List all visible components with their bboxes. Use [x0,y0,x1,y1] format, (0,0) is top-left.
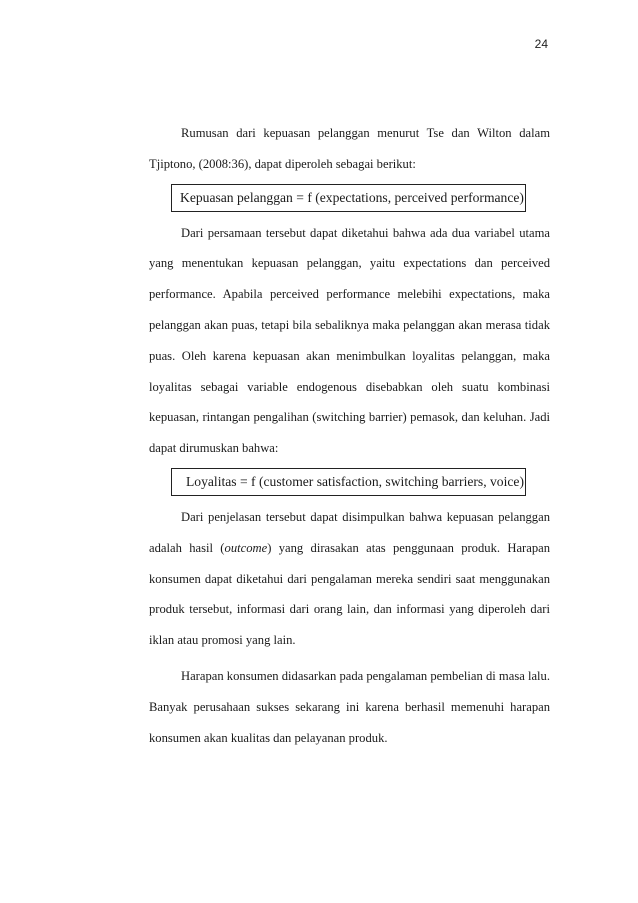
satisfaction-formula-box: Kepuasan pelanggan = f (expectations, perceived performance) [171,184,526,212]
paragraph-expectations: Harapan konsumen didasarkan pada pengalaman pembelian di masa lalu. Banyak perusahaan sukses sekarang ini karena berhasil memenuhi harapan konsumen akan kualitas dan pelayanan produk. [149,668,550,745]
conclusion-text-end: ) yang dirasakan atas penggunaan produk. Harapan konsumen dapat diketahui dari pengalaman mereka sendiri saat menggunakan produk tersebut, informasi dari orang lain, dan informasi yang diperoleh dari iklan atau promosi yang lain. [149,540,551,648]
conclusion-text-start: Dari penjelasan tersebut dapat disimpulkan bahwa kepuasan pelanggan adalah hasil ( [149,509,550,555]
paragraph-intro: Rumusan dari kepuasan pelanggan menurut Tse dan Wilton dalam Tjiptono, (2008:36), dapat diperoleh sebagai berikut: [149,126,550,171]
document-body [149,118,550,753]
paragraph-conclusion [149,502,550,656]
paragraph-explanation: Dari persamaan tersebut dapat diketahui bahwa ada dua variabel utama yang menentukan kepuasan pelanggan, yaitu expectations dan perceived performance. Apabila perceived performance melebihi expectations, maka pelanggan akan puas, tetapi bila sebaliknya maka pelanggan akan merasa tidak puas. Oleh karena kepuasan akan menimbulkan loyalitas pelanggan, maka loyalitas sebagai variable endogenous disebabkan oleh suatu kombinasi kepuasan, rintangan pengalihan (switching barrier) pemasok, dan keluhan. Jadi dapat dirumuskan bahwa: [149,225,550,456]
loyalty-formula-box: Loyalitas = f (customer satisfaction, switching barriers, voice) [171,468,526,496]
page-number: 24 [534,37,548,51]
outcome-term: outcome [224,540,268,555]
